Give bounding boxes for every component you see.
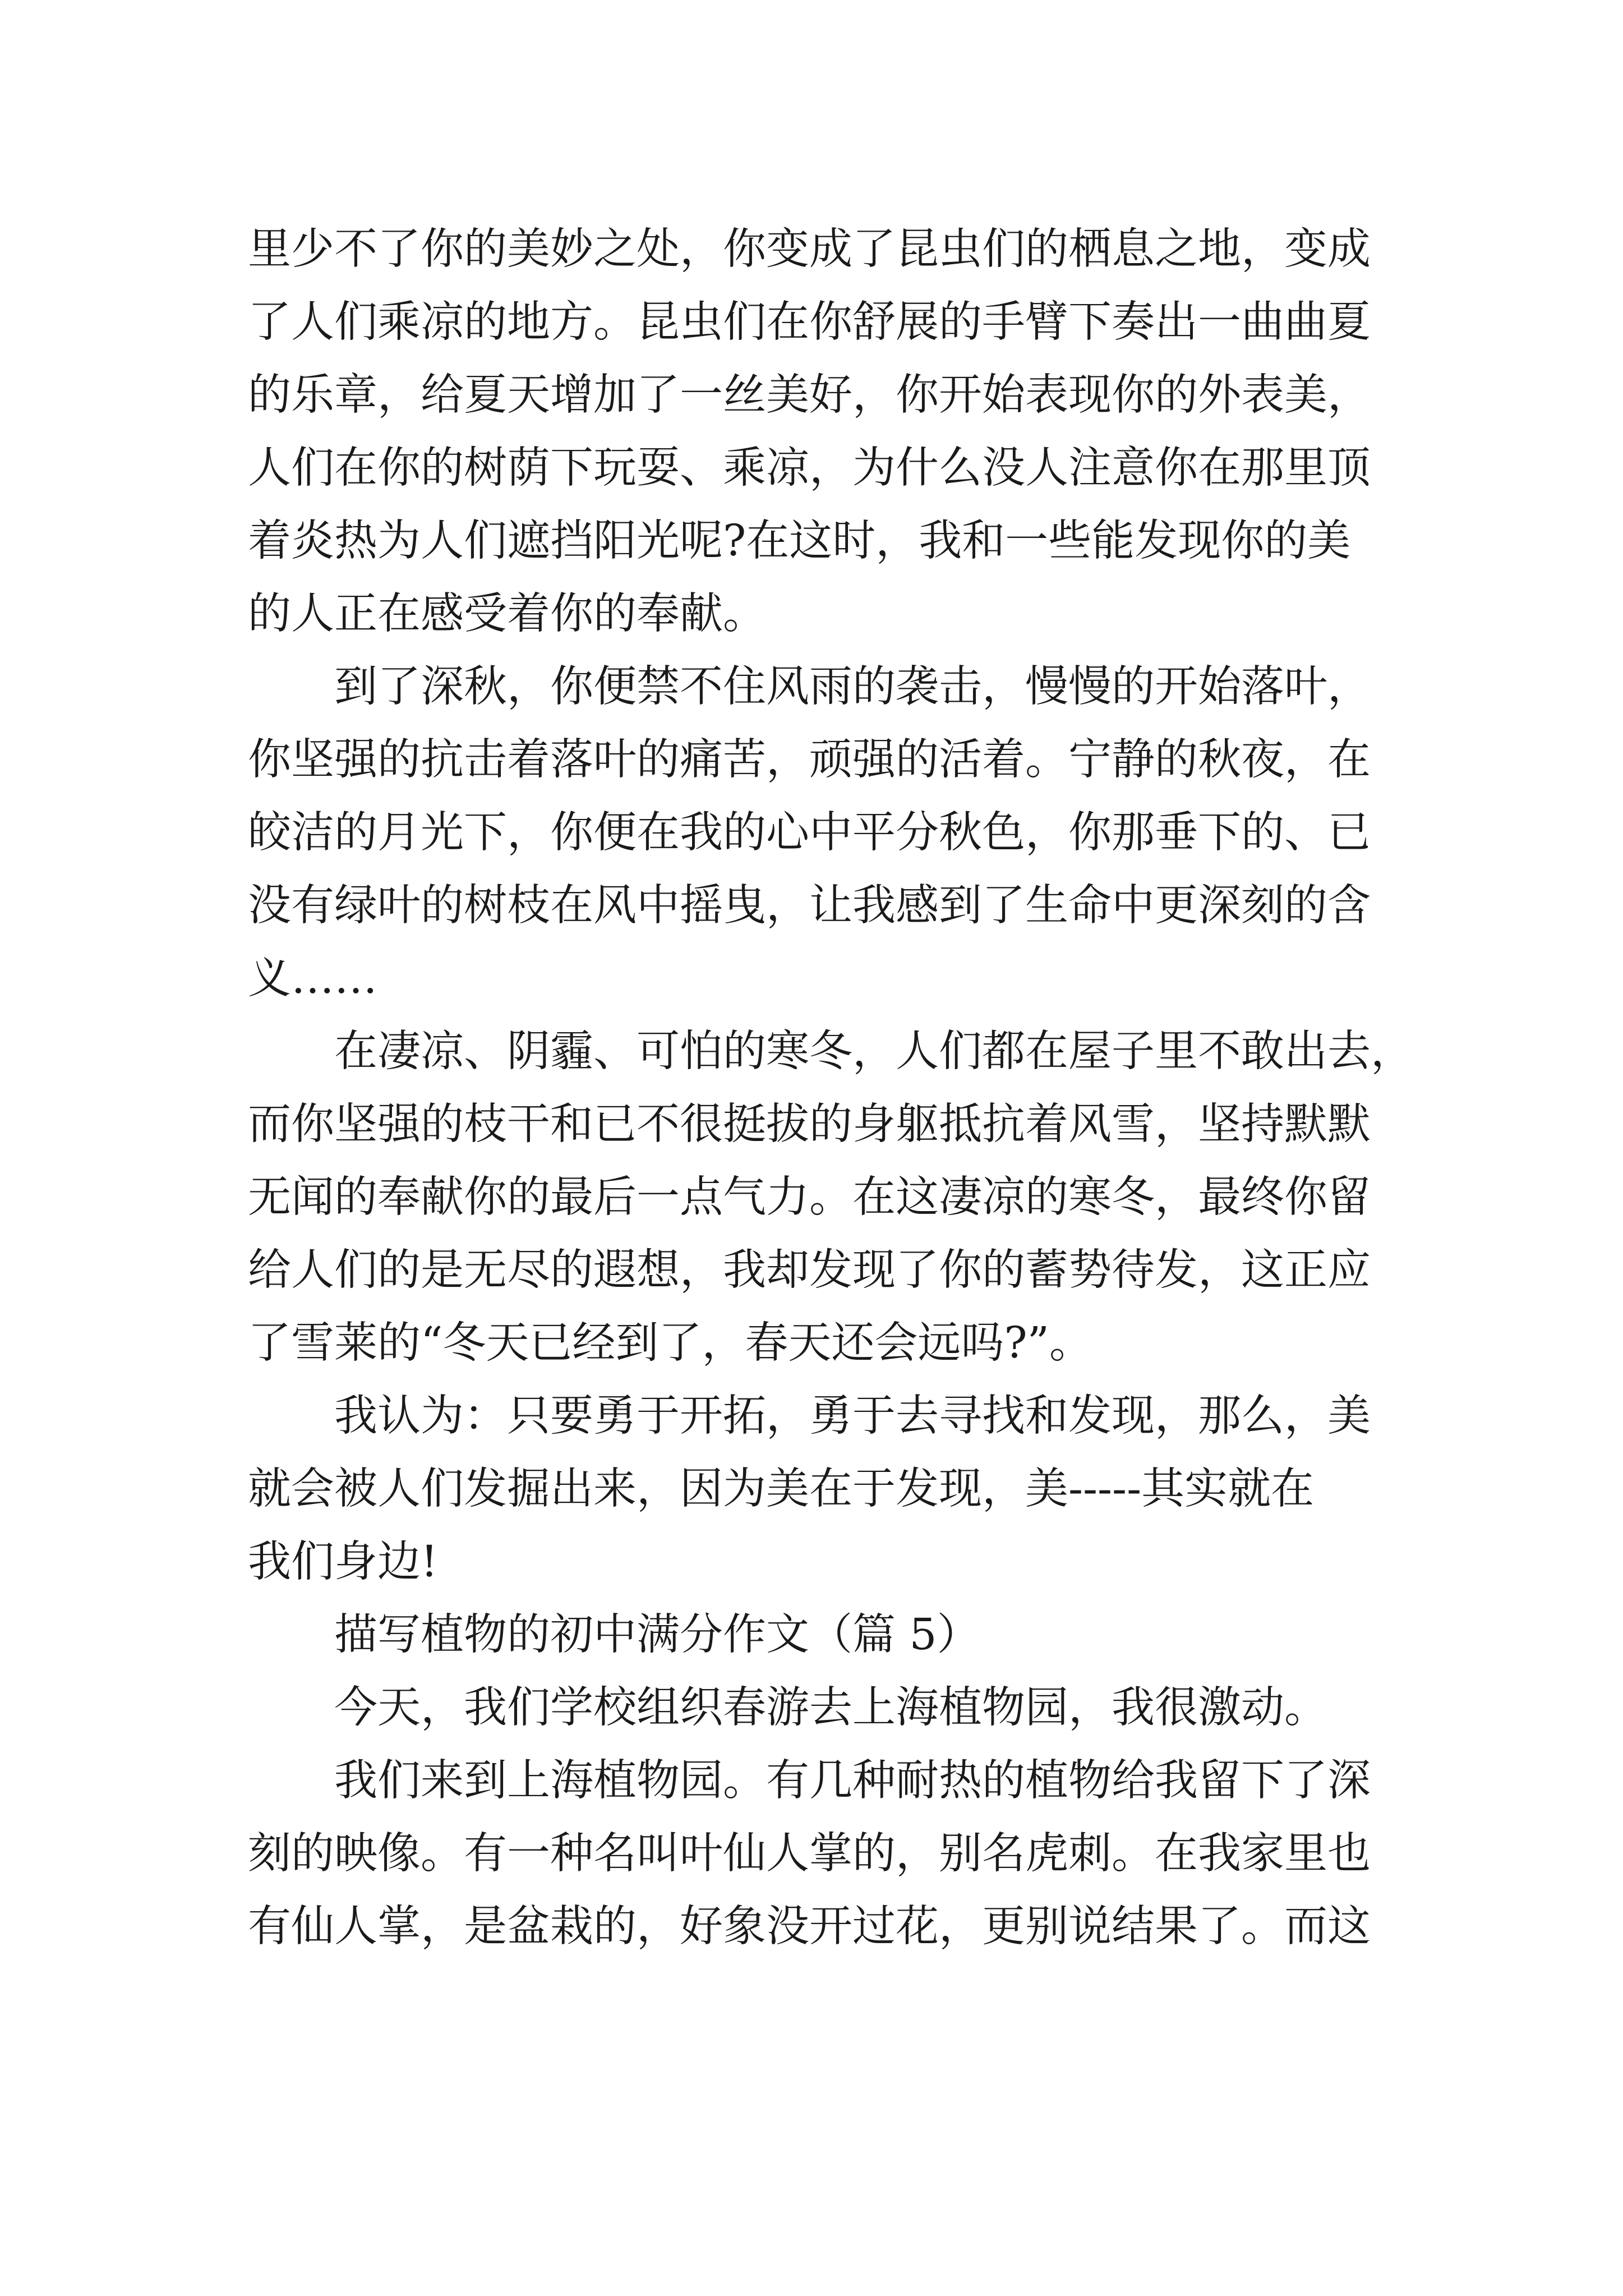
text-line: 在凄凉、阴霾、可怕的寒冬，人们都在屋子里不敢出去，	[334, 1027, 1414, 1076]
section-heading	[248, 1599, 1381, 1672]
paragraph-autumn	[248, 651, 1381, 1015]
text-line: 有仙人掌，是盆栽的，好象没开过花，更别说结果了。而这	[248, 1902, 1371, 1952]
text-line: 的乐章，给夏天增加了一丝美好，你开始表现你的外表美，	[248, 370, 1371, 420]
text-line: 没有绿叶的树枝在风中摇曳，让我感到了生命中更深刻的含	[248, 881, 1371, 931]
text-line: 你坚强的抗击着落叶的痛苦，顽强的活着。宁静的秋夜，在	[248, 735, 1371, 785]
text-line: 里少不了你的美妙之处，你变成了昆虫们的栖息之地，变成	[248, 224, 1371, 274]
text-line: 我认为：只要勇于开拓，勇于去寻找和发现，那么，美	[334, 1391, 1371, 1441]
paragraph-summer	[248, 213, 1381, 651]
paragraph-conclusion	[248, 1380, 1381, 1599]
text-line: 无闻的奉献你的最后一点气力。在这凄凉的寒冬，最终你留	[248, 1172, 1371, 1222]
text-line: 我们来到上海植物园。有几种耐热的植物给我留下了深	[334, 1756, 1371, 1806]
text-line: 了雪莱的“冬天已经到了，春天还会远吗?”。	[248, 1318, 1093, 1368]
text-line: 刻的映像。有一种名叫叶仙人掌的，别名虎刺。在我家里也	[248, 1829, 1371, 1879]
text-line: 给人们的是无尽的遐想，我却发现了你的蓄势待发，这正应	[248, 1245, 1371, 1295]
paragraph-intro	[248, 1672, 1381, 1745]
text-line: 我们身边!	[248, 1537, 438, 1587]
text-line: 到了深秋，你便禁不住风雨的袭击，慢慢的开始落叶，	[334, 662, 1371, 712]
text-line: 着炎热为人们遮挡阳光呢?在这时，我和一些能发现你的美	[248, 516, 1351, 566]
paragraph-winter	[248, 1015, 1414, 1380]
text-line: 义……	[248, 954, 377, 1004]
text-line: 就会被人们发掘出来，因为美在于发现，美-----其实就在	[248, 1464, 1315, 1514]
paragraph-garden	[248, 1745, 1381, 1963]
text-line: 皎洁的月光下，你便在我的心中平分秋色，你那垂下的、已	[248, 808, 1371, 858]
essay-title: 描写植物的初中满分作文（篇 5）	[334, 1610, 980, 1660]
article-body	[248, 213, 1414, 1963]
text-line: 了人们乘凉的地方。昆虫们在你舒展的手臂下奏出一曲曲夏	[248, 297, 1371, 347]
text-line: 今天，我们学校组织春游去上海植物园，我很激动。	[334, 1683, 1327, 1733]
text-line: 人们在你的树荫下玩耍、乘凉，为什么没人注意你在那里顶	[248, 443, 1371, 493]
text-line: 的人正在感受着你的奉献。	[248, 589, 766, 639]
text-line: 而你坚强的枝干和已不很挺拔的身躯抵抗着风雪，坚持默默	[248, 1099, 1371, 1149]
